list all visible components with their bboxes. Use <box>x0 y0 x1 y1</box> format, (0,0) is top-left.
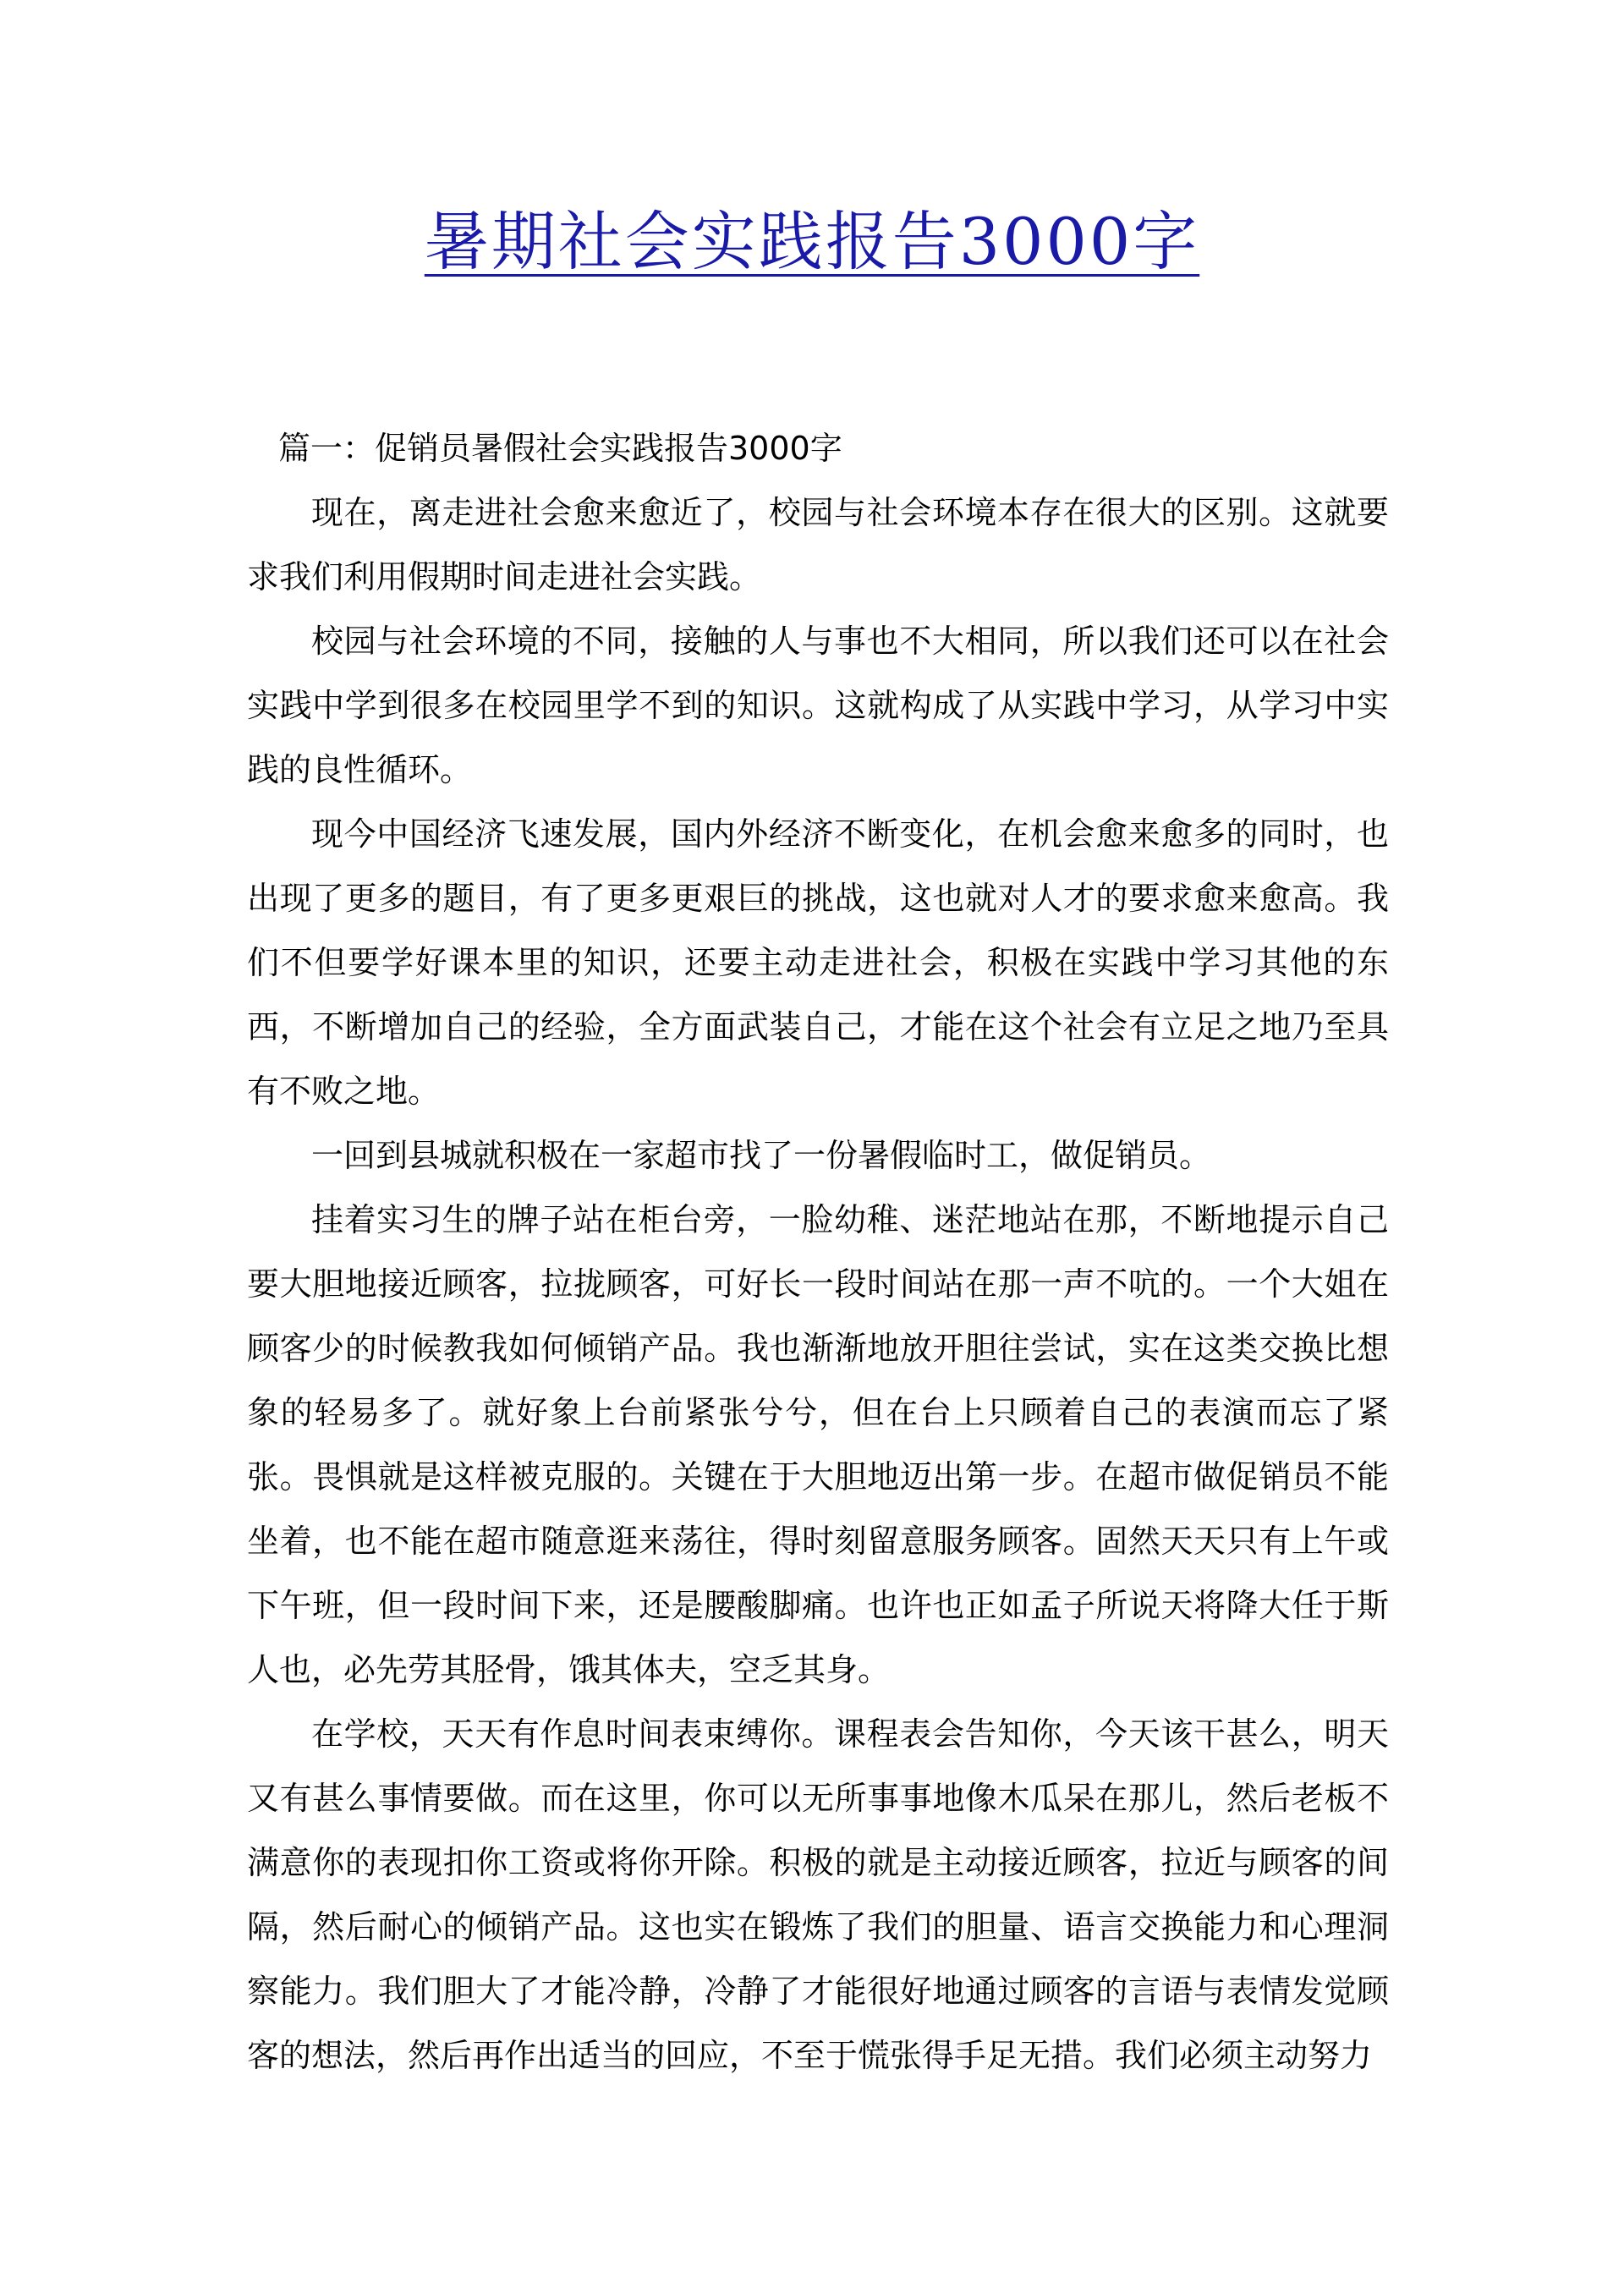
section-heading: 篇一：促销员暑假社会实践报告3000字 <box>278 430 842 467</box>
paragraph-1: 现在，离走进社会愈来愈近了，校园与社会环境本存在很大的区别。这就要求我们利用假期时间走进社会实践。 <box>247 494 1389 595</box>
document-body <box>247 416 1389 2088</box>
paragraph-3: 现今中国经济飞速发展，国内外经济不断变化，在机会愈来愈多的同时，也出现了更多的题目，有了更多更艰巨的挑战，这也就对人才的要求愈来愈高。我们不但要学好课本里的知识，还要主动走进社会，积极在实践中学习其他的东西，不断增加自己的经验，全方面武装自己，才能在这个社会有立足之地乃至具有不败之地。 <box>247 815 1389 1110</box>
paragraph-2: 校园与社会环境的不同，接触的人与事也不大相同，所以我们还可以在社会实践中学到很多在校园里学不到的知识。这就构成了从实践中学习，从学习中实践的良性循环。 <box>247 623 1389 788</box>
document-title[interactable]: 暑期社会实践报告3000字 <box>424 204 1200 279</box>
paragraph-4: 一回到县城就积极在一家超市找了一份暑假临时工，做促销员。 <box>311 1137 1212 1174</box>
paragraph-5: 挂着实习生的牌子站在柜台旁，一脸幼稚、迷茫地站在那，不断地提示自己要大胆地接近顾客，拉拢顾客，可好长一段时间站在那一声不吭的。一个大姐在顾客少的时候教我如何倾销产品。我也渐渐地放开胆往尝试，实在这类交换比想象的轻易多了。就好象上台前紧张兮兮，但在台上只顾着自己的表演而忘了紧张。畏惧就是这样被克服的。关键在于大胆地迈出第一步。在超市做促销员不能坐着，也不能在超市随意逛来荡往，得时刻留意服务顾客。固然天天只有上午或下午班，但一段时间下来，还是腰酸脚痛。也许也正如孟子所说天将降大任于斯人也，必先劳其胫骨，饿其体夫，空乏其身。 <box>247 1201 1389 1688</box>
paragraph-6: 在学校，天天有作息时间表束缚你。课程表会告知你，今天该干甚么，明天又有甚么事情要做。而在这里，你可以无所事事地像木瓜呆在那儿，然后老板不满意你的表现扣你工资或将你开除。积极的就是主动接近顾客，拉近与顾客的间隔，然后耐心的倾销产品。这也实在锻炼了我们的胆量、语言交换能力和心理洞察能力。我们胆大了才能冷静，冷静了才能很好地通过顾客的言语与表情发觉顾客的想法，然后再作出适当的回应，不至于慌张得手足无措。我们必须主动努力 <box>247 1715 1389 2074</box>
